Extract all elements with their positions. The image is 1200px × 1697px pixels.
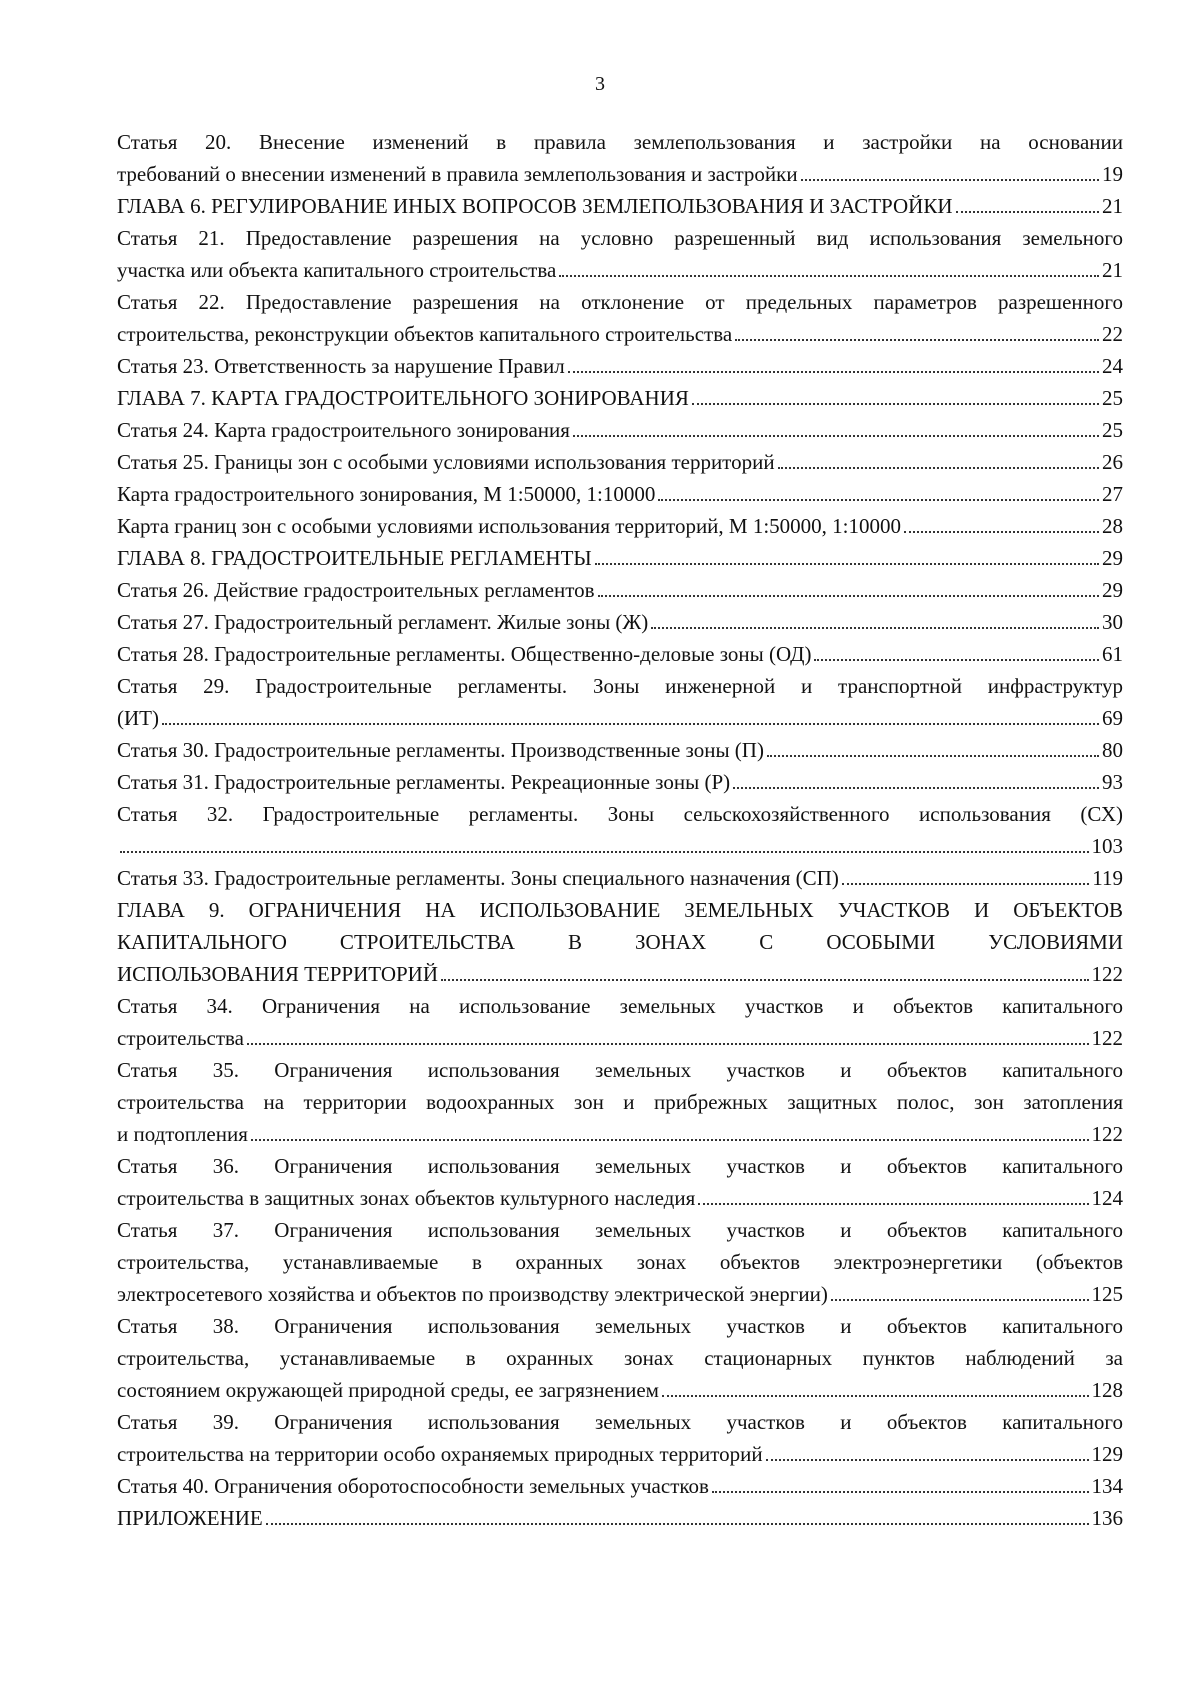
toc-entry-last-line [117, 1182, 1123, 1214]
toc-entry-heading-line: Статья 38. Ограничения использования земельных участков и объектов капитального [117, 1314, 1123, 1338]
toc-entry-last-line [117, 510, 1123, 542]
dot-leader [658, 499, 1099, 501]
toc-entry[interactable] [117, 1406, 1123, 1470]
dot-leader [266, 1523, 1089, 1525]
toc-entry-last-line [117, 350, 1123, 382]
toc-entry-title: Карта градостроительного зонирования, М 1:50000, 1:10000 [117, 482, 656, 506]
toc-entry[interactable] [117, 1502, 1123, 1534]
toc-entry[interactable] [117, 1470, 1123, 1502]
toc-entry-page: 129 [1091, 1442, 1123, 1466]
toc-entry[interactable] [117, 190, 1123, 222]
toc-entry-title: электросетевого хозяйства и объектов по производству электрической энергии) [117, 1282, 828, 1306]
toc-entry-last-line [117, 414, 1123, 446]
toc-entry-heading-line: Статья 36. Ограничения использования земельных участков и объектов капитального [117, 1154, 1123, 1178]
toc-entry[interactable] [117, 670, 1123, 734]
toc-entry-title: Статья 40. Ограничения оборотоспособности земельных участков [117, 1474, 709, 1498]
toc-entry-page: 21 [1102, 194, 1123, 218]
toc-entry-title: Статья 28. Градостроительные регламенты. Общественно-деловые зоны (ОД) [117, 642, 812, 666]
toc-entry-last-line [117, 318, 1123, 350]
dot-leader [801, 179, 1099, 181]
toc-entry-heading-line: Статья 34. Ограничения на использование земельных участков и объектов капитального [117, 994, 1123, 1018]
dot-leader [120, 851, 1089, 853]
toc-entry-title: ГЛАВА 6. РЕГУЛИРОВАНИЕ ИНЫХ ВОПРОСОВ ЗЕМЛЕПОЛЬЗОВАНИЯ И ЗАСТРОЙКИ [117, 194, 953, 218]
toc-entry[interactable] [117, 286, 1123, 350]
toc-entry-page: 122 [1091, 962, 1123, 986]
toc-entry-title: Статья 24. Карта градостроительного зонирования [117, 418, 570, 442]
toc-entry[interactable] [117, 382, 1123, 414]
toc-entry-last-line [117, 254, 1123, 286]
toc-entry-last-line [117, 1470, 1123, 1502]
dot-leader [595, 563, 1099, 565]
toc-entry[interactable] [117, 446, 1123, 478]
toc-entry-last-line [117, 734, 1123, 766]
dot-leader [904, 531, 1099, 533]
toc-entry-title: Карта границ зон с особыми условиями использования территорий, М 1:50000, 1:10000 [117, 514, 902, 538]
toc-entry-page: 26 [1102, 450, 1123, 474]
toc-entry-heading-line: Статья 22. Предоставление разрешения на отклонение от предельных параметров разрешенного [117, 290, 1123, 314]
toc-entry[interactable] [117, 862, 1123, 894]
toc-entry-last-line [117, 702, 1123, 734]
toc-entry-page: 136 [1091, 1506, 1123, 1530]
dot-leader [766, 1459, 1089, 1461]
toc-entry-last-line [117, 1118, 1123, 1150]
toc-entry-title: Статья 26. Действие градостроительных регламентов [117, 578, 595, 602]
toc-entry-page: 30 [1102, 610, 1123, 634]
toc-entry-heading-line: Статья 20. Внесение изменений в правила землепользования и застройки на основании [117, 130, 1123, 154]
dot-leader [251, 1139, 1089, 1141]
toc-entry-page: 22 [1102, 322, 1123, 346]
dot-leader [842, 883, 1089, 885]
toc-entry-title: Статья 23. Ответственность за нарушение Правил [117, 354, 565, 378]
toc-entry-last-line [117, 1022, 1123, 1054]
toc-entry-title: участка или объекта капитального строительства [117, 258, 557, 282]
toc-entry-last-line [117, 158, 1123, 190]
dot-leader [247, 1043, 1088, 1045]
toc-entry-title: требований о внесении изменений в правила землепользования и застройки [117, 162, 798, 186]
toc-entry[interactable] [117, 990, 1123, 1054]
dot-leader [651, 627, 1099, 629]
toc-entry-last-line [117, 478, 1123, 510]
toc-entry-last-line [117, 542, 1123, 574]
toc-entry-heading-line: строительства, устанавливаемые в охранных зонах стационарных пунктов наблюдений за [117, 1346, 1123, 1370]
toc-entry-last-line [117, 1502, 1123, 1534]
toc-entry-heading-line: Статья 39. Ограничения использования земельных участков и объектов капитального [117, 1410, 1123, 1434]
toc-entry-title: Статья 25. Границы зон с особыми условиями использования территорий [117, 450, 775, 474]
toc-entry[interactable] [117, 1150, 1123, 1214]
toc-entry[interactable] [117, 574, 1123, 606]
toc-entry-heading-line: строительства на территории водоохранных зон и прибрежных защитных полос, зон затопления [117, 1090, 1123, 1114]
toc-entry-last-line [117, 574, 1123, 606]
toc-entry[interactable] [117, 798, 1123, 862]
toc-entry-last-line [117, 446, 1123, 478]
toc-entry[interactable] [117, 606, 1123, 638]
toc-entry-page: 125 [1091, 1282, 1123, 1306]
dot-leader [598, 595, 1099, 597]
toc-entry-last-line [117, 958, 1123, 990]
toc-entry-heading-line: ГЛАВА 9. ОГРАНИЧЕНИЯ НА ИСПОЛЬЗОВАНИЕ ЗЕМЕЛЬНЫХ УЧАСТКОВ И ОБЪЕКТОВ [117, 898, 1123, 922]
dot-leader [441, 979, 1089, 981]
dot-leader [573, 435, 1099, 437]
toc-entry-last-line [117, 1438, 1123, 1470]
toc-entry-page: 80 [1102, 738, 1123, 762]
dot-leader [831, 1299, 1089, 1301]
toc-entry-title: ГЛАВА 8. ГРАДОСТРОИТЕЛЬНЫЕ РЕГЛАМЕНТЫ [117, 546, 592, 570]
toc-entry-heading-line: Статья 32. Градостроительные регламенты. Зоны сельскохозяйственного использования (СХ) [117, 802, 1123, 826]
toc-entry-last-line [117, 1374, 1123, 1406]
toc-entry-title: строительства [117, 1026, 245, 1050]
toc-entry-heading-line: Статья 29. Градостроительные регламенты. Зоны инженерной и транспортной инфраструктур [117, 674, 1123, 698]
toc-entry-last-line [117, 606, 1123, 638]
toc-entry[interactable] [117, 766, 1123, 798]
toc-entry-page: 61 [1102, 642, 1123, 666]
toc-entry-title: строительства в защитных зонах объектов культурного наследия [117, 1186, 696, 1210]
toc-entry[interactable] [117, 734, 1123, 766]
dot-leader [698, 1203, 1088, 1205]
toc-entry-title: ИСПОЛЬЗОВАНИЯ ТЕРРИТОРИЙ [117, 962, 438, 986]
toc-entry[interactable] [117, 894, 1123, 990]
toc-entry-page: 28 [1102, 514, 1123, 538]
toc-entry-page: 24 [1102, 354, 1123, 378]
toc-entry-heading-line: Статья 35. Ограничения использования земельных участков и объектов капитального [117, 1058, 1123, 1082]
toc-entry-page: 19 [1102, 162, 1123, 186]
toc-entry-heading-line: КАПИТАЛЬНОГО СТРОИТЕЛЬСТВА В ЗОНАХ С ОСОБЫМИ УСЛОВИЯМИ [117, 930, 1123, 954]
dot-leader [778, 467, 1099, 469]
toc-entry-page: 29 [1102, 578, 1123, 602]
toc-entry-heading-line: Статья 37. Ограничения использования земельных участков и объектов капитального [117, 1218, 1123, 1242]
toc-entry-page: 21 [1102, 258, 1123, 282]
toc-entry-last-line [117, 190, 1123, 222]
toc-entry-page: 128 [1091, 1378, 1123, 1402]
toc-entry-title: Статья 33. Градостроительные регламенты. Зоны специального назначения (СП) [117, 866, 839, 890]
dot-leader [692, 403, 1099, 405]
toc-entry-page: 25 [1102, 418, 1123, 442]
dot-leader [162, 723, 1099, 725]
toc-entry-page: 29 [1102, 546, 1123, 570]
dot-leader [559, 275, 1099, 277]
page-number: 3 [595, 73, 605, 95]
toc-entry[interactable] [117, 350, 1123, 382]
dot-leader [662, 1395, 1089, 1397]
dot-leader [814, 659, 1099, 661]
toc-entry-title: строительства, реконструкции объектов капитального строительства [117, 322, 733, 346]
toc-entry-page: 122 [1091, 1026, 1123, 1050]
toc-entry-page: 134 [1091, 1474, 1123, 1498]
toc-entry-page: 93 [1102, 770, 1123, 794]
toc-entry-page: 27 [1102, 482, 1123, 506]
toc-entry[interactable] [117, 1310, 1123, 1406]
toc-entry[interactable] [117, 414, 1123, 446]
toc-entry[interactable] [117, 510, 1123, 542]
toc-entry-last-line [117, 382, 1123, 414]
toc-entry-title: состоянием окружающей природной среды, ее загрязнением [117, 1378, 659, 1402]
toc-entry-last-line [117, 862, 1123, 894]
toc-entry-page: 69 [1102, 706, 1123, 730]
toc-entry-last-line [117, 766, 1123, 798]
toc-entry-title: Статья 27. Градостроительный регламент. Жилые зоны (Ж) [117, 610, 649, 634]
toc-entry-title: строительства на территории особо охраняемых природных территорий [117, 1442, 763, 1466]
toc-entry[interactable] [117, 638, 1123, 670]
dot-leader [767, 755, 1099, 757]
toc-entry-title: Статья 30. Градостроительные регламенты. Производственные зоны (П) [117, 738, 764, 762]
dot-leader [712, 1491, 1089, 1493]
toc-entry-last-line [117, 830, 1123, 862]
toc-entry-page: 25 [1102, 386, 1123, 410]
toc-entry[interactable] [117, 542, 1123, 574]
toc-entry[interactable] [117, 222, 1123, 286]
toc-entry-last-line [117, 638, 1123, 670]
toc-entry-page: 124 [1091, 1186, 1123, 1210]
toc-entry[interactable] [117, 1214, 1123, 1310]
toc-entry[interactable] [117, 126, 1123, 190]
toc-entry[interactable] [117, 1054, 1123, 1150]
toc-entry-title: Статья 31. Градостроительные регламенты. Рекреационные зоны (Р) [117, 770, 731, 794]
toc-entry-heading-line: строительства, устанавливаемые в охранных зонах объектов электроэнергетики (объектов [117, 1250, 1123, 1274]
toc-entry-title: ГЛАВА 7. КАРТА ГРАДОСТРОИТЕЛЬНОГО ЗОНИРОВАНИЯ [117, 386, 689, 410]
toc-entry-title: (ИТ) [117, 706, 159, 730]
toc-entry-title: и подтопления [117, 1122, 248, 1146]
toc-entry-page: 103 [1091, 834, 1123, 858]
toc-entry-page: 119 [1092, 866, 1123, 890]
toc-entry-title: ПРИЛОЖЕНИЕ [117, 1506, 263, 1530]
dot-leader [568, 371, 1099, 373]
dot-leader [735, 339, 1099, 341]
dot-leader [956, 211, 1100, 213]
dot-leader [733, 787, 1099, 789]
toc-entry-last-line [117, 1278, 1123, 1310]
toc-entry-page: 122 [1091, 1122, 1123, 1146]
table-of-contents [117, 126, 1123, 1534]
toc-entry-heading-line: Статья 21. Предоставление разрешения на условно разрешенный вид использования земельного [117, 226, 1123, 250]
toc-entry[interactable] [117, 478, 1123, 510]
